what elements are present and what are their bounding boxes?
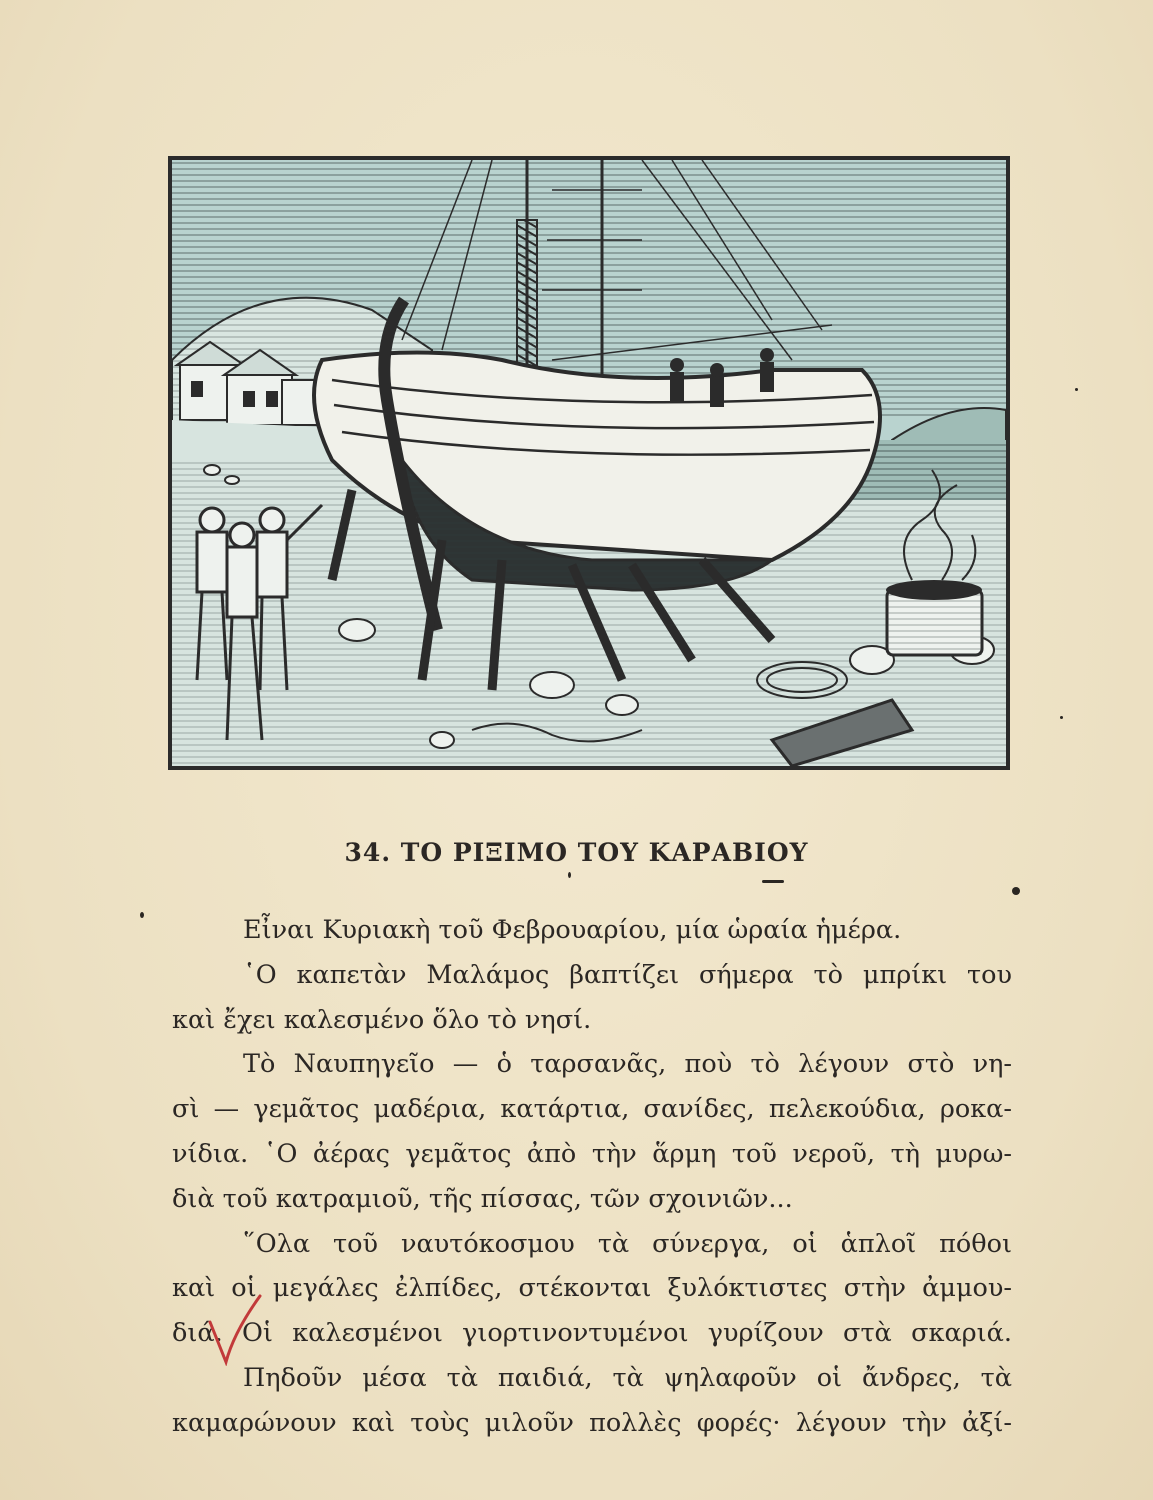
- chapter-title: 34. ΤΟ ΡΙΞΙΜΟ ΤΟΥ ΚΑΡΑΒΙΟΥ: [344, 838, 809, 867]
- ink-speck: [1012, 887, 1020, 895]
- ink-speck: [140, 912, 144, 918]
- ink-speck: [1075, 388, 1078, 391]
- text-line: ῾Ο καπετὰν Μαλάμος βαπτίζει σήμερα τὸ μπρίκι του: [243, 959, 1012, 990]
- text-line: Πηδοῦν μέσα τὰ παιδιά, τὰ ψηλαφοῦν οἱ ἄνδρες, τὰ: [243, 1362, 1012, 1393]
- text-line: καὶ ἔχει καλεσμένο ὅλο τὸ νησί.: [172, 1004, 592, 1035]
- woodcut-image: [172, 160, 1006, 766]
- text-line: νίδια. ῾Ο ἀέρας γεμᾶτος ἀπὸ τὴν ἅρμη τοῦ νεροῦ, τὴ μυρω-: [172, 1138, 1012, 1169]
- text-line: καὶ οἱ μεγάλες ἐλπίδες, στέκονται ξυλόκτιστες στὴν ἀμμου-: [172, 1273, 1012, 1304]
- text-line: σὶ — γεμᾶτος μαδέρια, κατάρτια, σανίδες, πελεκούδια, ροκα-: [172, 1094, 1012, 1125]
- body-text: [172, 908, 1012, 1446]
- text-line: Εἶναι Κυριακὴ τοῦ Φεβρουαρίου, μία ὡραία ἡμέρα.: [243, 915, 902, 945]
- ink-speck: [762, 880, 784, 883]
- text-line: καμαρώνουν καὶ τοὺς μιλοῦν πολλὲς φορές· λέγουν τὴν ἀξί-: [172, 1407, 1012, 1438]
- ship-launch-woodcut-illustration: [168, 156, 1010, 770]
- text-line: ῞Ολα τοῦ ναυτόκοσμου τὰ σύνεργα, οἱ ἁπλοῖ πόθοι: [243, 1228, 1012, 1259]
- red-pencil-check-mark: [204, 1292, 264, 1366]
- text-line: Τὸ Ναυπηγεῖο — ὁ ταρσανᾶς, ποὺ τὸ λέγουν στὸ νη-: [243, 1049, 1012, 1080]
- text-line: διά. Οἱ καλεσμένοι γιορτινοντυμένοι γυρίζουν στὰ σκαριά.: [172, 1318, 1012, 1349]
- ink-speck: [1060, 716, 1063, 719]
- ink-speck: [568, 872, 571, 878]
- text-line: διὰ τοῦ κατραμιοῦ, τῆς πίσσας, τῶν σχοινιῶν...: [172, 1183, 793, 1214]
